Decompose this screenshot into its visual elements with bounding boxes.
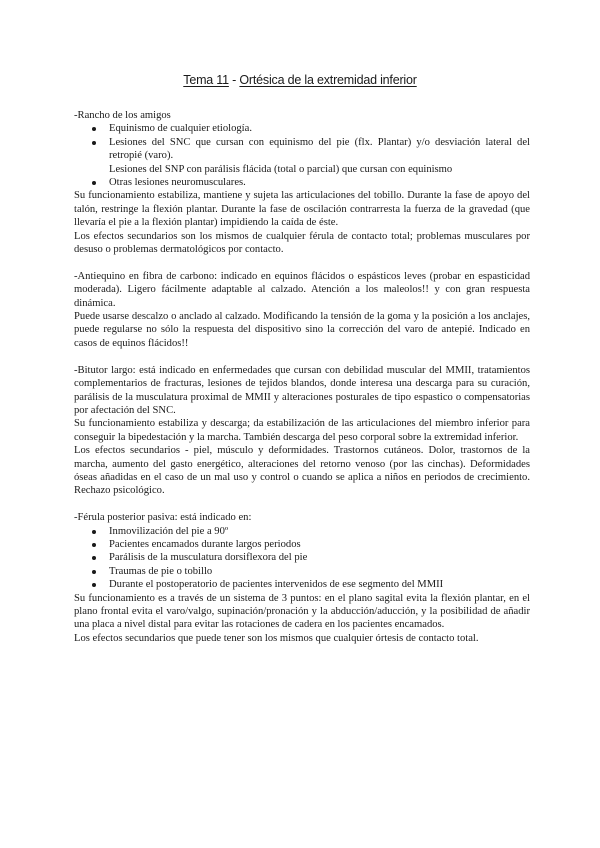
paragraph: Su funcionamiento es a través de un sistema de 3 puntos: en el plano sagital evita la flexión plantar, en el plano frontal evita el varo/valgo, supinación/pronación y la abducción/aducción, y la posibilidad de añadir una placa a nivel distal para evitar las rotaciones de cadera en los pacientes encamados.	[74, 592, 530, 631]
paragraph: Su funcionamiento estabiliza y descarga; da estabilización de las articulaciones del miembro inferior para conseguir la bipedestación y la marcha. También descarga del peso corporal sobre la extremidad inferior.	[74, 418, 530, 443]
paragraph: Los efectos secundarios son los mismos de cualquier férula de contacto total; problemas musculares por desuso o problemas dermatológicos por contacto.	[74, 230, 530, 256]
paragraph: Los efectos secundarios - piel, músculo y deformidades. Trastornos cutáneos. Dolor, trastornos de la marcha, aumento del gasto energético, alteraciones del retorno venoso (por las cinchas). Deformidades óseas añadidas en el caso de un mal uso y control o cuando se aplica a niños en periodos de crecimiento. Rechazo psicológico.	[74, 445, 530, 497]
page-title	[0, 73, 600, 87]
list-item-text: Inmovilización del pie a 90º	[109, 525, 229, 537]
list-item-text: Parálisis de la musculatura dorsiflexora del pie	[109, 552, 308, 564]
list-item	[74, 136, 530, 176]
list-item-text: Otras lesiones neuromusculares.	[109, 177, 246, 189]
list-item	[74, 525, 530, 538]
list-item-text: Pacientes encamados durante largos periodos	[109, 538, 301, 550]
list-item	[74, 565, 530, 578]
title-main: Ortésica de la extremidad inferior	[239, 73, 417, 87]
section-ferula-posterior-pasiva	[74, 511, 530, 645]
section-rancho-de-los-amigos	[74, 109, 530, 256]
section-heading: -Bitutor largo: está indicado en enfermedades que cursan con debilidad muscular del MMII, tratamientos complementarios de fracturas, lesiones de tejidos blandos, donde interesa una descarga para su curación, parálisis de la musculatura proximal de MMII y alteraciones posturales de tipo espastico o compensatorias por afectación del SNC.	[74, 364, 530, 416]
title-prefix: Tema 11	[183, 73, 229, 87]
list-item-text: Equinismo de cualquier etiología.	[109, 123, 252, 135]
paragraph: Su funcionamiento estabiliza, mantiene y sujeta las articulaciones del tobillo. Durante la fase de apoyo del talón, restringe la flexión plantar. Durante la fase de oscilación contrarresta la fuerza de la gravedad (que llevaría el pie a la flexión plantar) impidiendo la caída de éste.	[74, 190, 530, 229]
list-item-text: Lesiones del SNC que cursan con equinismo del pie (flx. Plantar) y/o desviación lateral del retropié (varo).	[109, 136, 530, 162]
list-item-text: Durante el postoperatorio de pacientes intervenidos de ese segmento del MMII	[109, 579, 444, 591]
list-item	[74, 578, 530, 591]
section-heading: -Rancho de los amigos	[74, 110, 171, 121]
section-antiequino	[74, 270, 530, 350]
title-separator: -	[228, 73, 240, 87]
section-heading: -Férula posterior pasiva: está indicado en:	[74, 512, 252, 524]
paragraph: Los efectos secundarios que puede tener son los mismos que cualquier órtesis de contacto total.	[74, 632, 479, 644]
list-item-continuation: Lesiones del SNP con parálisis flácida (total o parcial) que cursan con equinismo	[109, 163, 453, 175]
indication-list	[74, 525, 530, 592]
list-item	[74, 551, 530, 564]
document-body	[74, 109, 530, 645]
indication-list	[74, 122, 530, 189]
list-item	[74, 538, 530, 551]
list-item	[74, 122, 530, 135]
paragraph: Puede usarse descalzo o anclado al calzado. Modificando la tensión de la goma y la posición a los anclajes, puede regularse no sólo la respuesta del dispositivo sino la corrección del varo de antepié. Indicado en casos de equinos flácidos!!	[74, 311, 530, 349]
section-bitutor-largo	[74, 364, 530, 498]
section-heading: -Antiequino en fibra de carbono: indicado en equinos flácidos o espásticos leves (probar en espasticidad moderada). Ligero fácilmente adaptable al calzado. Atención a los maleolos!! y con gran respuesta dinámica.	[74, 270, 530, 309]
list-item	[74, 176, 530, 189]
list-item-text: Traumas de pie o tobillo	[109, 565, 213, 577]
